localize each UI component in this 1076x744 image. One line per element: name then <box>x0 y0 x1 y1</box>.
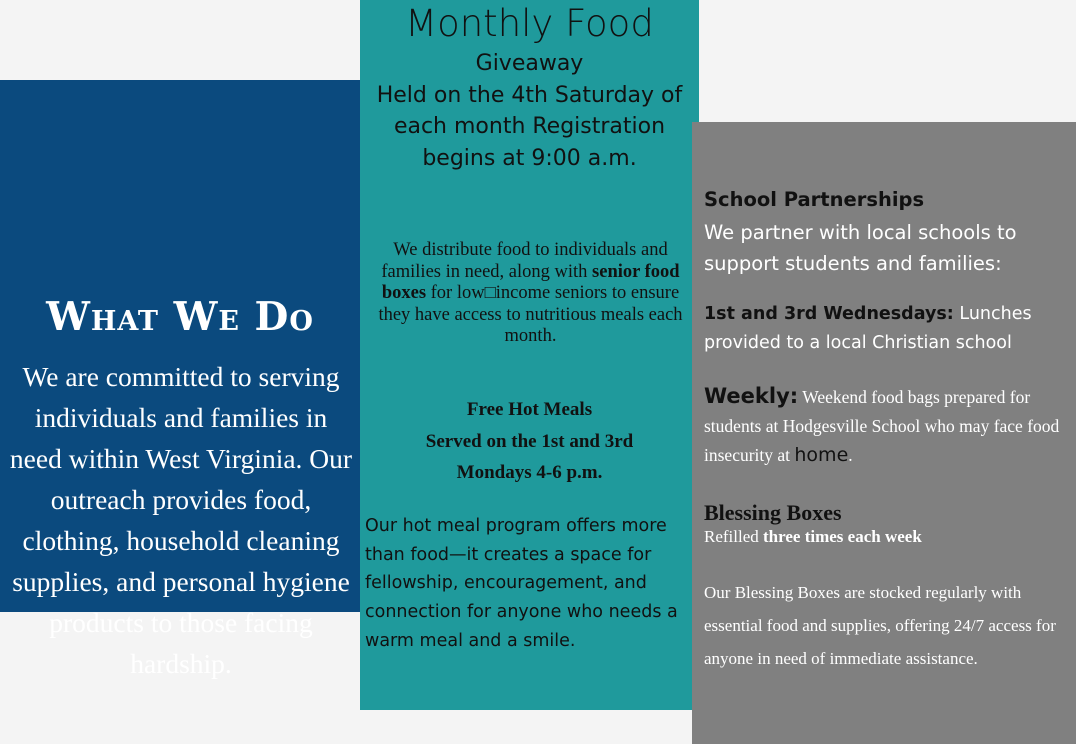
hot-meals-heading <box>360 394 699 489</box>
school-partnerships-title: School Partnerships <box>704 188 925 211</box>
refill-frequency: three times each week <box>763 527 922 546</box>
weekly-text: Weekend food bags prepared for students at Hodgesville School who may face food insecurity at <box>704 387 1060 465</box>
what-we-do-description: We are committed to serving individuals and families in need within West Virginia. Our outreach provides food, clothing, household cleaning supplies, and personal hygiene products to those facing hardship. <box>9 361 353 679</box>
weekly-home: home <box>794 444 849 466</box>
school-partnerships-description: We partner with local schools to support students and families: <box>704 221 1017 275</box>
hot-meals-schedule: Served on the 1st and 3rd <box>425 430 634 452</box>
blessing-boxes-title: Blessing Boxes <box>704 500 842 525</box>
hot-meals-title: Free Hot Meals <box>466 399 593 420</box>
wednesday-lunches <box>704 300 1072 358</box>
monthly-food-panel <box>360 0 699 710</box>
what-we-do-panel <box>0 80 360 679</box>
giveaway-line: Giveaway <box>475 51 584 76</box>
blessing-boxes-refill <box>704 526 922 548</box>
hot-meal-program-text: Our hot meal program offers more than food—it creates a space for fellowship, encouragement, and connection for anyone who needs a warm meal and a smile. <box>365 516 678 651</box>
weekly-end: . <box>848 445 853 465</box>
what-we-do-heading: What We Do <box>46 294 314 340</box>
programs-panel <box>692 122 1076 744</box>
hot-meals-schedule: Mondays 4-6 p.m. <box>456 462 603 483</box>
weekly-food-bags <box>704 382 1072 470</box>
refill-text: Refilled <box>704 527 764 546</box>
registration-time: begins at 9:00 a.m. <box>422 145 637 171</box>
giveaway-schedule <box>360 48 699 174</box>
wednesday-label: 1st and 3rd Wednesdays: <box>704 304 954 324</box>
blessing-boxes-description: Our Blessing Boxes are stocked regularly with essential food and supplies, offering 24/7 access for anyone in need of immediate assistance. <box>704 583 1056 668</box>
distribution-text: for low□income seniors to ensure they have access to nutritious meals each month. <box>378 283 683 346</box>
schedule-line: each month Registration <box>393 114 666 139</box>
distribution-text: We distribute food to individuals and families in need, along with <box>381 240 668 282</box>
monthly-food-title: Monthly Food <box>405 2 654 45</box>
wednesday-text: Lunches provided to a local Christian school <box>704 304 1032 353</box>
senior-food-boxes: senior food boxes <box>381 261 680 303</box>
weekly-label: Weekly: <box>704 384 799 408</box>
food-distribution-text <box>364 240 697 348</box>
schedule-line: Held on the 4th Saturday of <box>376 82 683 108</box>
